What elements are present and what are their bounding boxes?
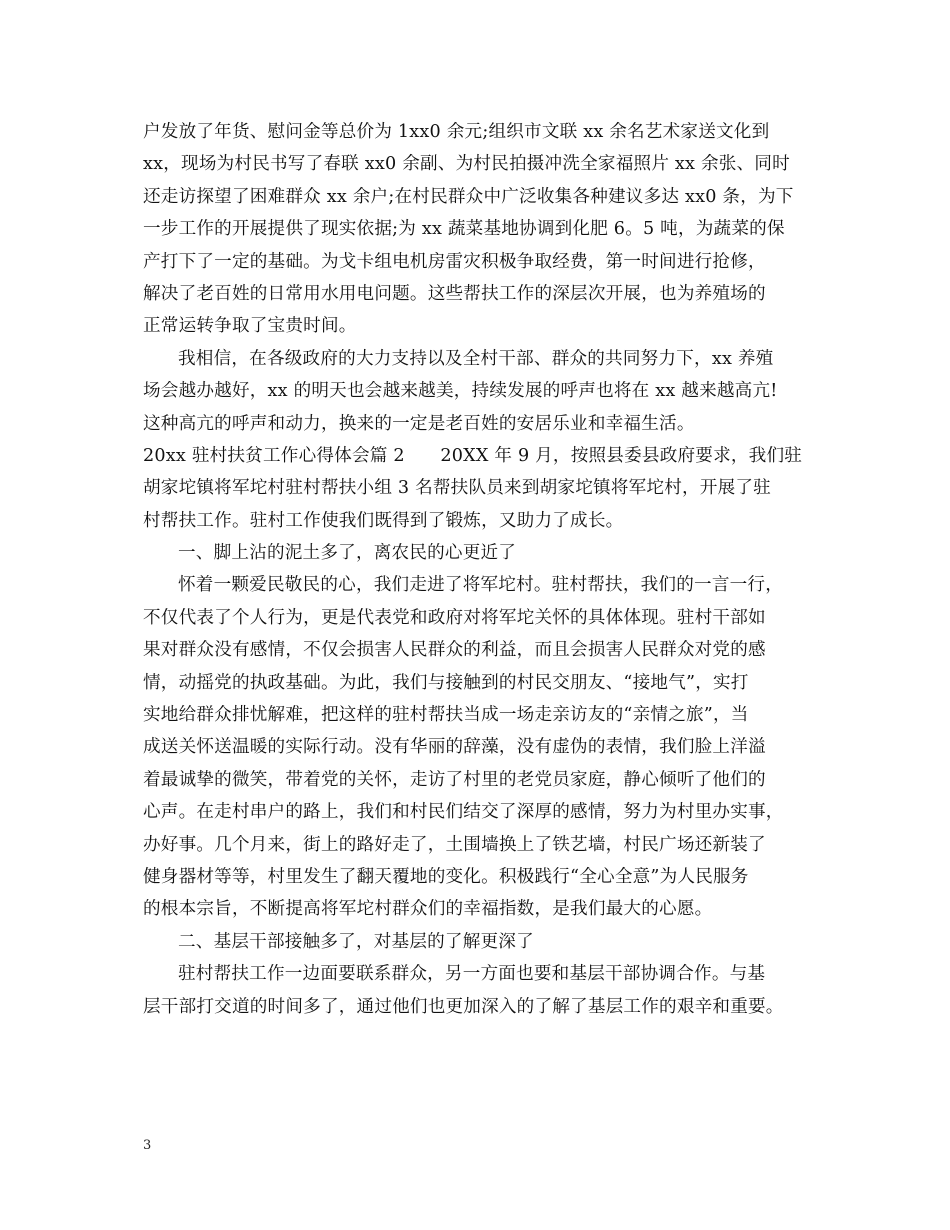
text-line: 层干部打交道的时间多了，通过他们也更加深入的了解了基层工作的艰辛和重要。	[143, 996, 784, 1017]
subheading: 一、脚上沾的泥土多了，离农民的心更近了	[178, 543, 517, 564]
text-line: 情，动摇党的执政基础。为此，我们与接触到的村民交朋友、“接地气”，实打	[143, 672, 749, 693]
text-line: 胡家坨镇将军坨村驻村帮扶小组 3 名帮扶队员来到胡家坨镇将军坨村，开展了驻	[143, 478, 771, 499]
subheading: 二、基层干部接触多了，对基层的了解更深了	[178, 931, 534, 952]
section-title-line: 20xx 驻村扶贫工作心得体会篇 2 20XX 年 9 月，按照县委县政府要求，我们驻	[143, 445, 803, 466]
paragraph-first-line: 怀着一颗爱民敬民的心，我们走进了将军坨村。驻村帮扶，我们的一言一行，	[178, 575, 783, 596]
text-line: 果对群众没有感情，不仅会损害人民群众的利益，而且会损害人民群众对党的感	[143, 640, 766, 661]
text-line: 户发放了年货、慰问金等总价为 1xx0 余元;组织市文联 xx 余名艺术家送文化到	[143, 122, 770, 142]
text-line: 的根本宗旨，不断提高将军坨村群众们的幸福指数，是我们最大的心愿。	[143, 899, 713, 920]
text-line: 场会越办越好，xx 的明天也会越来越美，持续发展的呼声也将在 xx 越来越高亢!	[143, 381, 778, 402]
text-line: 这种高亢的呼声和动力，换来的一定是老百姓的安居乐业和幸福生活。	[143, 413, 695, 434]
text-line: 实地给群众排忧解难，把这样的驻村帮扶当成一场走亲访友的“亲情之旅”，当	[143, 705, 749, 726]
document-body	[143, 116, 833, 1023]
text-line: 还走访探望了困难群众 xx 余户;在村民群众中广泛收集各种建议多达 xx0 条，为下	[143, 186, 794, 207]
text-line: xx，现场为村民书写了春联 xx0 余副、为村民拍摄冲洗全家福照片 xx 余张、同时	[143, 154, 790, 175]
paragraph-first-line: 驻村帮扶工作一边面要联系群众，另一方面也要和基层干部协调合作。与基	[178, 964, 766, 985]
text-line: 健身器材等等，村里发生了翻天覆地的变化。积极践行“全心全意”为人民服务	[143, 866, 749, 887]
text-line: 着最诚挚的微笑，带着党的关怀，走访了村里的老党员家庭，静心倾听了他们的	[143, 769, 766, 790]
text-line: 正常运转争取了宝贵时间。	[143, 316, 357, 337]
text-line: 办好事。几个月来，街上的路好走了，土围墙换上了铁艺墙，村民广场还新装了	[143, 834, 766, 855]
text-line: 成送关怀送温暖的实际行动。没有华丽的辞藻，没有虚伪的表情，我们脸上洋溢	[143, 737, 766, 758]
text-line: 村帮扶工作。驻村工作使我们既得到了锻炼，又助力了成长。	[143, 510, 624, 531]
text-line: 解决了老百姓的日常用水用电问题。这些帮扶工作的深层次开展，也为养殖场的	[143, 283, 766, 304]
text-line: 心声。在走村串户的路上，我们和村民们结交了深厚的感情，努力为村里办实事，	[143, 802, 784, 823]
text-line: 产打下了一定的基础。为戈卡组电机房雷灾积极争取经费，第一时间进行抢修，	[143, 251, 766, 272]
paragraph-first-line: 我相信，在各级政府的大力支持以及全村干部、群众的共同努力下，xx 养殖	[178, 348, 774, 369]
text-line: 不仅代表了个人行为，更是代表党和政府对将军坨关怀的具体体现。驻村干部如	[143, 607, 766, 628]
page-number: 3	[143, 1138, 152, 1153]
text-line: 一步工作的开展提供了现实依据;为 xx 蔬菜基地协调到化肥 6。5 吨，为蔬菜的保	[143, 219, 785, 240]
